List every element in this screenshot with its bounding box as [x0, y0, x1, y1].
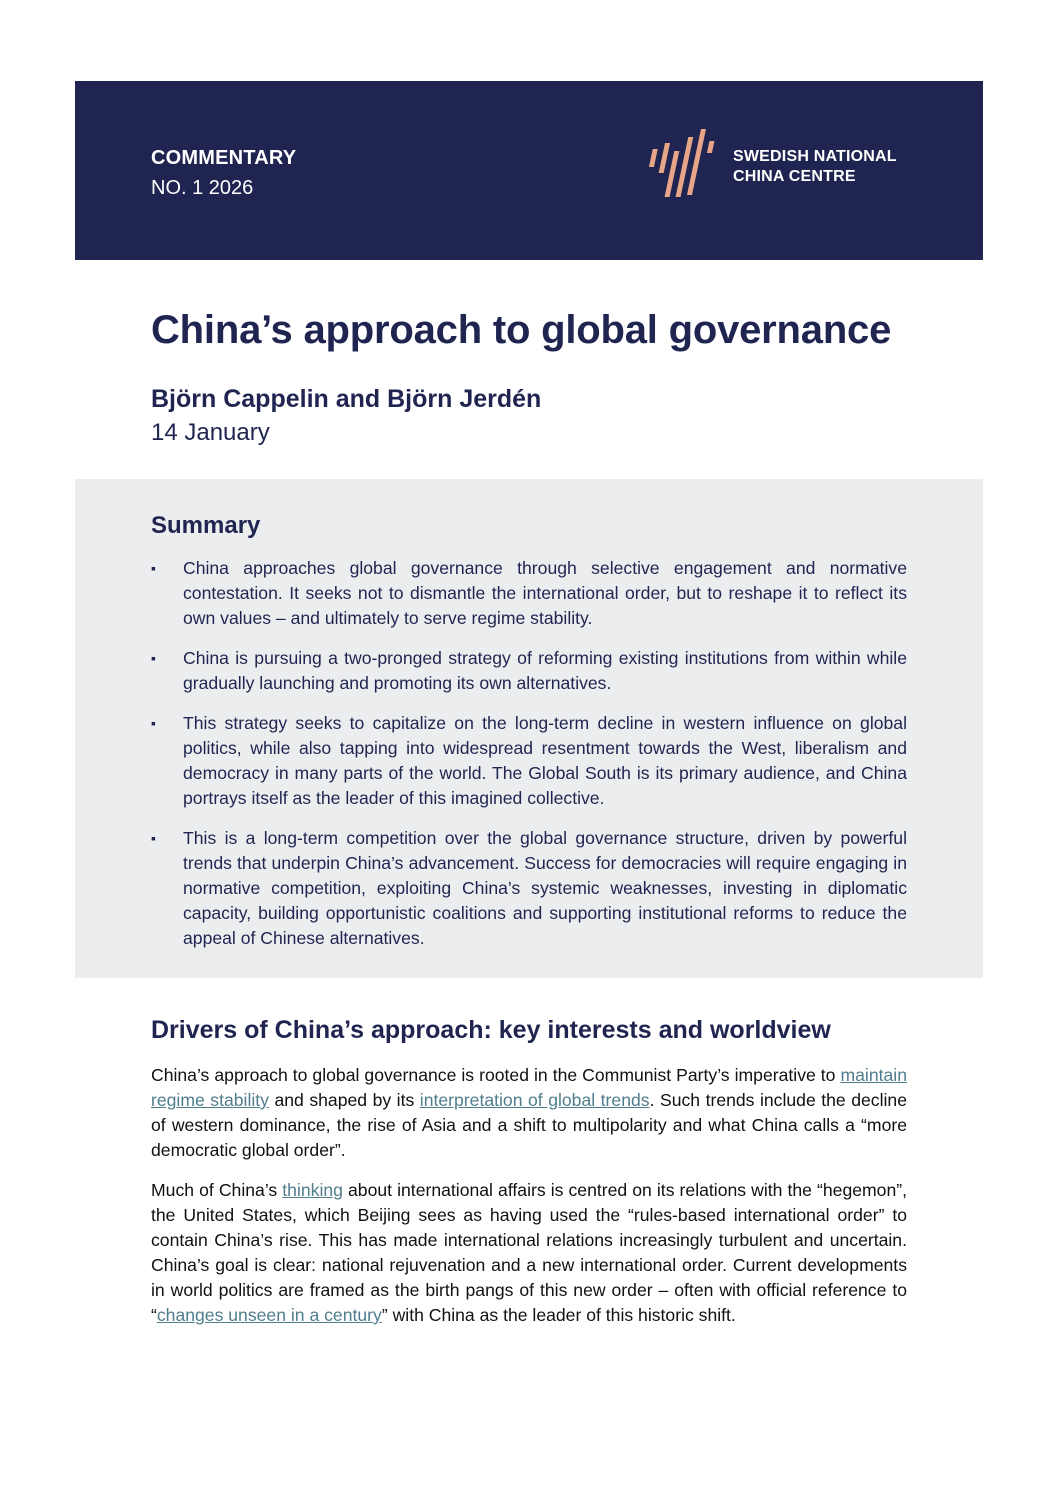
- summary-item-text: This is a long-term competition over the global governance structure, driven by powerful trends that underpin China’s advancement. Success for democracies will require engaging in normative competition, exploiting China’s systemic weaknesses, investing in diplomatic capacity, building opportunistic coalitions and supporting institutional reforms to reduce the appeal of Chinese alternatives.: [183, 828, 907, 948]
- organization-name-line2: CHINA CENTRE: [733, 168, 856, 185]
- link-maintain-regime-stability[interactable]: maintain regime stability: [151, 1065, 907, 1110]
- summary-item-text: This strategy seeks to capitalize on the long-term decline in western influence on global politics, while also tapping into widespread resentment towards the West, liberalism and democracy in many parts of the world. The Global South is its primary audience, and China portrays itself as the leader of this imagined collective.: [183, 713, 907, 808]
- bullet-icon: ▪: [151, 715, 156, 731]
- bullet-icon: ▪: [151, 560, 156, 576]
- summary-item-text: China is pursuing a two-pronged strategy of reforming existing institutions from within while gradually launching and promoting its own alternatives.: [183, 648, 907, 693]
- paragraph-text: Much of China’s: [151, 1180, 283, 1200]
- paragraph-text: and shaped by its: [268, 1090, 420, 1110]
- summary-item: [151, 646, 907, 696]
- summary-item-text: China approaches global governance through selective engagement and normative contestation. It seeks not to dismantle the international order, but to reshape it to reflect its own values – and ultimately to serve regime stability.: [183, 558, 907, 628]
- bullet-icon: ▪: [151, 830, 156, 846]
- summary-item: [151, 711, 907, 811]
- link-changes-unseen-in-a-century[interactable]: changes unseen in a century: [156, 1305, 382, 1325]
- paragraph-text: China’s approach to global governance is rooted in the Communist Party’s imperative to: [151, 1065, 841, 1085]
- summary-heading: Summary: [151, 512, 261, 539]
- organization-name-line1: SWEDISH NATIONAL: [733, 148, 897, 165]
- body-paragraph-1: [151, 1063, 907, 1163]
- link-interpretation-of-global-trends[interactable]: interpretation of global trends: [419, 1090, 650, 1110]
- organization-name: [733, 147, 897, 187]
- summary-item: [151, 556, 907, 631]
- summary-box: [75, 479, 983, 978]
- paragraph-text: ” with China as the leader of this historic shift.: [381, 1305, 736, 1325]
- header-band: [75, 81, 983, 260]
- body-paragraph-2: [151, 1178, 907, 1328]
- bullet-icon: ▪: [151, 650, 156, 666]
- page-title: China’s approach to global governance: [151, 308, 892, 352]
- paragraph-text: about international affairs is centred on its relations with the “hegemon”, the United States, which Beijing sees as having used the “rules-based international order” to contain China’s rise. This has made international relations increasingly turbulent and uncertain. China’s goal is clear: national rejuvenation and a new international order. Current developments in world politics are framed as the birth pangs of this new order – often with official reference to “: [151, 1180, 907, 1325]
- bar-logo-icon: [641, 129, 721, 205]
- section-heading: Drivers of China’s approach: key interests and worldview: [151, 1016, 831, 1044]
- link-thinking[interactable]: thinking: [282, 1180, 343, 1200]
- paragraph-text: . Such trends include the decline of western dominance, the rise of Asia and a shift to multipolarity and what China calls a “more democratic global order”.: [151, 1090, 907, 1160]
- publication-date: 14 January: [151, 419, 270, 446]
- summary-item: [151, 826, 907, 951]
- authors: Björn Cappelin and Björn Jerdén: [151, 385, 542, 413]
- publication-type: COMMENTARY: [151, 147, 297, 169]
- summary-list: [151, 556, 907, 966]
- issue-number: NO. 1 2026: [151, 177, 254, 199]
